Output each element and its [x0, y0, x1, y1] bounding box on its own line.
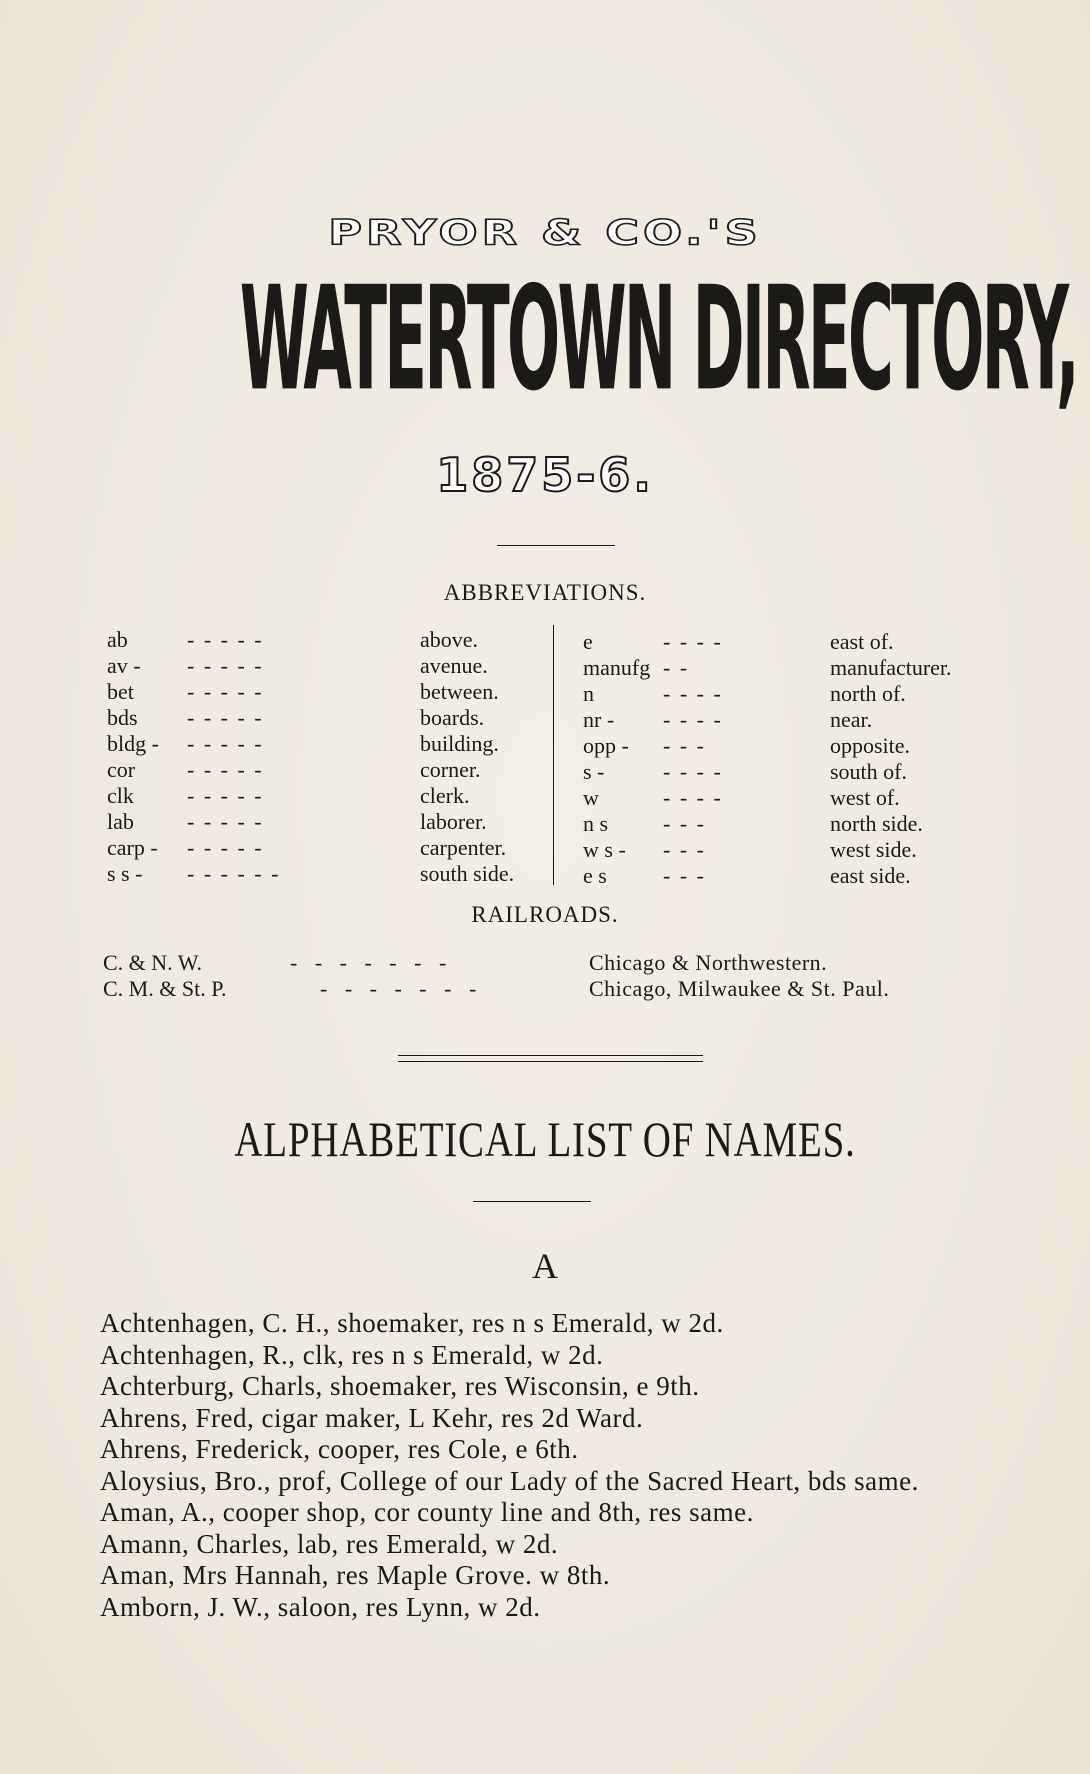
abbreviation-term: lab	[107, 809, 134, 834]
alphabetical-list-heading: ALPHABETICAL LIST OF NAMES.	[234, 1111, 856, 1167]
abbreviation-meaning: near.	[830, 707, 873, 732]
letter-heading: A	[532, 1246, 558, 1286]
abbreviation-meaning: corner.	[420, 757, 481, 782]
directory-entry: Aloysius, Bro., prof, College of our Lady of the Sacred Heart, bds same.	[100, 1465, 919, 1496]
leader-dashes: - -	[663, 655, 690, 680]
directory-year: 1875-6.	[436, 448, 654, 502]
right-row	[583, 759, 1003, 785]
right-row	[583, 681, 1003, 707]
railroad-row	[0, 976, 1090, 1002]
abbreviation-term: carp -	[107, 835, 158, 860]
double-rule-top	[398, 1055, 703, 1056]
abbreviation-meaning: manufacturer.	[830, 655, 952, 680]
abbreviation-meaning: between.	[420, 679, 499, 704]
abbreviation-meaning: clerk.	[420, 783, 470, 808]
abbreviation-term: nr -	[583, 707, 615, 732]
abbreviation-term: e	[583, 629, 593, 654]
leader-dashes: - - - - -	[187, 731, 264, 756]
abbreviation-term: opp -	[583, 733, 629, 758]
leader-dashes: - - - -	[663, 785, 723, 810]
abbreviation-meaning: boards.	[420, 705, 485, 730]
column-divider	[553, 625, 554, 885]
abbreviation-term: bet	[107, 679, 134, 704]
directory-entry: Amborn, J. W., saloon, res Lynn, w 2d.	[100, 1591, 541, 1622]
leader-dashes: - - - - -	[187, 757, 264, 782]
abbreviation-term: bds	[107, 705, 138, 730]
abbreviation-term: n s	[583, 811, 609, 836]
leader-dashes: - - - - - - -	[290, 950, 453, 975]
directory-entry: Aman, A., cooper shop, cor county line and 8th, res same.	[100, 1497, 754, 1527]
leader-dashes: - - - -	[663, 629, 723, 654]
leader-dashes: - - - - - - -	[320, 976, 483, 1001]
directory-entry: Amann, Charles, lab, res Emerald, w 2d.	[100, 1528, 559, 1559]
abbreviation-term: s -	[583, 759, 605, 784]
left-row	[107, 835, 552, 861]
right-row	[583, 629, 1003, 655]
abbreviation-term: clk	[107, 783, 134, 808]
railroads-heading: RAILROADS.	[471, 902, 619, 927]
leader-dashes: - - - -	[663, 759, 723, 784]
leader-dashes: - - -	[663, 863, 706, 888]
right-row	[583, 655, 1003, 681]
abbreviation-meaning: avenue.	[420, 653, 488, 678]
left-row	[107, 861, 552, 887]
left-row	[107, 679, 552, 705]
directory-entry: Achtenhagen, R., clk, res n s Emerald, w 2d.	[100, 1339, 604, 1370]
abbreviation-term: e s	[583, 863, 607, 888]
abbreviation-term: w s -	[583, 837, 626, 862]
left-row	[107, 705, 552, 731]
right-row	[583, 837, 1003, 863]
abbreviation-meaning: laborer.	[420, 809, 487, 834]
abbreviation-term: av -	[107, 653, 141, 678]
left-row	[107, 783, 552, 809]
leader-dashes: - - - - -	[187, 835, 264, 860]
abbreviation-term: manufg	[583, 655, 651, 680]
railroad-row	[0, 950, 1090, 976]
abbreviation-meaning: south side.	[420, 861, 515, 886]
directory-entry: Ahrens, Fred, cigar maker, L Kehr, res 2d Ward.	[100, 1402, 644, 1433]
leader-dashes: - - - -	[663, 681, 723, 706]
railroad-name: Chicago & Northwestern.	[589, 950, 828, 975]
right-row	[583, 707, 1003, 733]
leader-dashes: - - - - -	[187, 653, 264, 678]
leader-dashes: - - - - - -	[187, 861, 281, 886]
abbreviation-meaning: east side.	[830, 863, 911, 888]
directory-entry: Aman, Mrs Hannah, res Maple Grove. w 8th.	[100, 1560, 611, 1590]
list-divider	[473, 1201, 591, 1202]
double-rule-bottom	[398, 1061, 703, 1062]
leader-dashes: - - - - -	[187, 679, 264, 704]
abbreviation-meaning: north side.	[830, 811, 923, 836]
right-row	[583, 785, 1003, 811]
right-row	[583, 733, 1003, 759]
abbreviation-meaning: west side.	[830, 837, 917, 862]
publisher-line: PRYOR & CO.'S	[328, 212, 762, 253]
railroad-abbreviation: C. M. & St. P.	[103, 976, 227, 1001]
abbreviations-heading: ABBREVIATIONS.	[443, 580, 647, 605]
abbreviation-meaning: north of.	[830, 681, 906, 706]
leader-dashes: - - - - -	[187, 809, 264, 834]
directory-title: WATERTOWN DIRECTORY,	[239, 256, 1077, 423]
abbreviation-meaning: south of.	[830, 759, 907, 784]
abbreviation-term: cor	[107, 757, 136, 782]
leader-dashes: - - - -	[663, 707, 723, 732]
abbreviation-meaning: opposite.	[830, 733, 911, 758]
leader-dashes: - - - - -	[187, 627, 264, 652]
railroad-name: Chicago, Milwaukee & St. Paul.	[589, 976, 890, 1001]
abbreviation-term: bldg -	[107, 731, 159, 756]
left-row	[107, 757, 552, 783]
abbreviation-term: s s -	[107, 861, 143, 886]
directory-entry: Achterburg, Charls, shoemaker, res Wisconsin, e 9th.	[100, 1371, 700, 1401]
railroad-abbreviation: C. & N. W.	[103, 950, 203, 975]
abbreviation-term: ab	[107, 627, 128, 652]
leader-dashes: - - - - -	[187, 783, 264, 808]
left-row	[107, 731, 552, 757]
abbreviation-meaning: carpenter.	[420, 835, 507, 860]
abbreviation-term: w	[583, 785, 599, 810]
name-entries	[100, 1308, 1020, 1623]
directory-entry: Achtenhagen, C. H., shoemaker, res n s Emerald, w 2d.	[100, 1308, 724, 1338]
right-row	[583, 863, 1003, 889]
directory-entry: Ahrens, Frederick, cooper, res Cole, e 6th.	[100, 1434, 579, 1464]
leader-dashes: - - -	[663, 733, 706, 758]
right-row	[583, 811, 1003, 837]
leader-dashes: - - -	[663, 811, 706, 836]
abbreviation-meaning: east of.	[830, 629, 894, 654]
left-row	[107, 653, 552, 679]
abbreviation-meaning: building.	[420, 731, 499, 756]
left-row	[107, 627, 552, 653]
abbreviation-meaning: above.	[420, 627, 479, 652]
abbreviation-meaning: west of.	[830, 785, 900, 810]
abbreviation-term: n	[583, 681, 594, 706]
title-divider	[497, 545, 615, 546]
leader-dashes: - - - - -	[187, 705, 264, 730]
leader-dashes: - - -	[663, 837, 706, 862]
left-row	[107, 809, 552, 835]
